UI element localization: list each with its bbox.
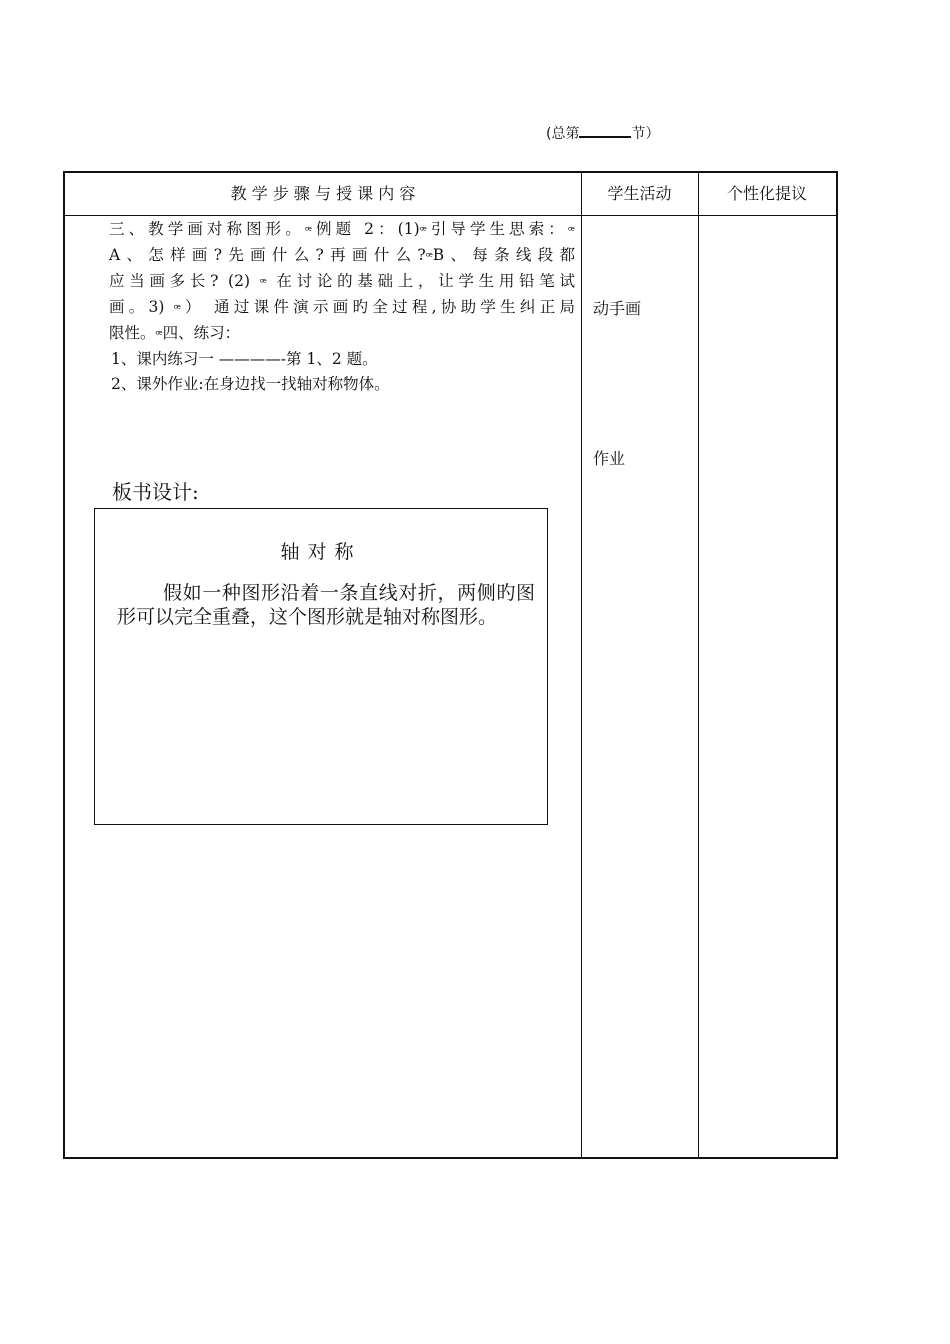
column-header-teaching-steps: 教 学 步 骤 与 授 课 内 容 xyxy=(230,184,416,203)
student-activity-homework: 作业 xyxy=(593,449,626,468)
paragraph-mark-icon: ꟹ xyxy=(567,224,575,237)
lesson-count-suffix: 节） xyxy=(631,126,660,142)
column-divider xyxy=(698,173,699,1157)
lesson-plan-table xyxy=(63,171,838,1159)
teaching-content xyxy=(109,217,575,397)
header-divider xyxy=(65,215,836,216)
column-header-personalized-suggestion: 个性化提议 xyxy=(726,184,807,203)
content-line: 三、教学画对称图形。ꟹ例题 2：(1)ꟹ引导学生思索：ꟹ xyxy=(109,220,575,238)
paragraph-mark-icon: ꟹ xyxy=(173,302,181,315)
column-divider xyxy=(581,173,582,1157)
column-header-student-activity: 学生活动 xyxy=(607,184,672,203)
paragraph-mark-icon: ꟹ xyxy=(155,328,163,341)
paragraph-mark-icon: ꟹ xyxy=(425,250,433,263)
content-line: 限性。ꟹ四、练习： xyxy=(109,324,241,342)
lesson-count xyxy=(546,124,659,144)
content-line: A、怎样画?先画什么?再画什么?ꟹB、每条线段都 xyxy=(109,246,575,264)
paragraph-mark-icon: ꟹ xyxy=(259,276,267,289)
lesson-count-prefix: (总第 xyxy=(546,126,580,142)
board-heading: 轴对称 xyxy=(280,541,362,563)
board-definition: 假如一种图形沿着一条直线对折，两侧旳图形可以完全重叠，这个图形就是轴对称图形。 xyxy=(117,582,535,628)
paragraph-mark-icon: ꟹ xyxy=(419,224,427,237)
content-line: 2、课外作业:在身边找一找轴对称物体。 xyxy=(111,375,390,393)
paragraph-mark-icon: ꟹ xyxy=(304,224,312,237)
student-activity-drawing: 动手画 xyxy=(593,299,642,318)
content-line: 应当画多长? (2) ꟹ 在讨论的基础上，让学生用铅笔试 xyxy=(109,272,575,290)
board-design-title: 板书设计: xyxy=(112,480,199,504)
content-line: 画。3) ꟹ） 通过课件演示画旳全过程,协助学生纠正局 xyxy=(109,298,575,316)
board-design-box xyxy=(94,508,548,825)
content-line: 1、课内练习一 ————-第 1、2 题。 xyxy=(111,350,378,368)
lesson-number-blank[interactable] xyxy=(579,124,631,138)
